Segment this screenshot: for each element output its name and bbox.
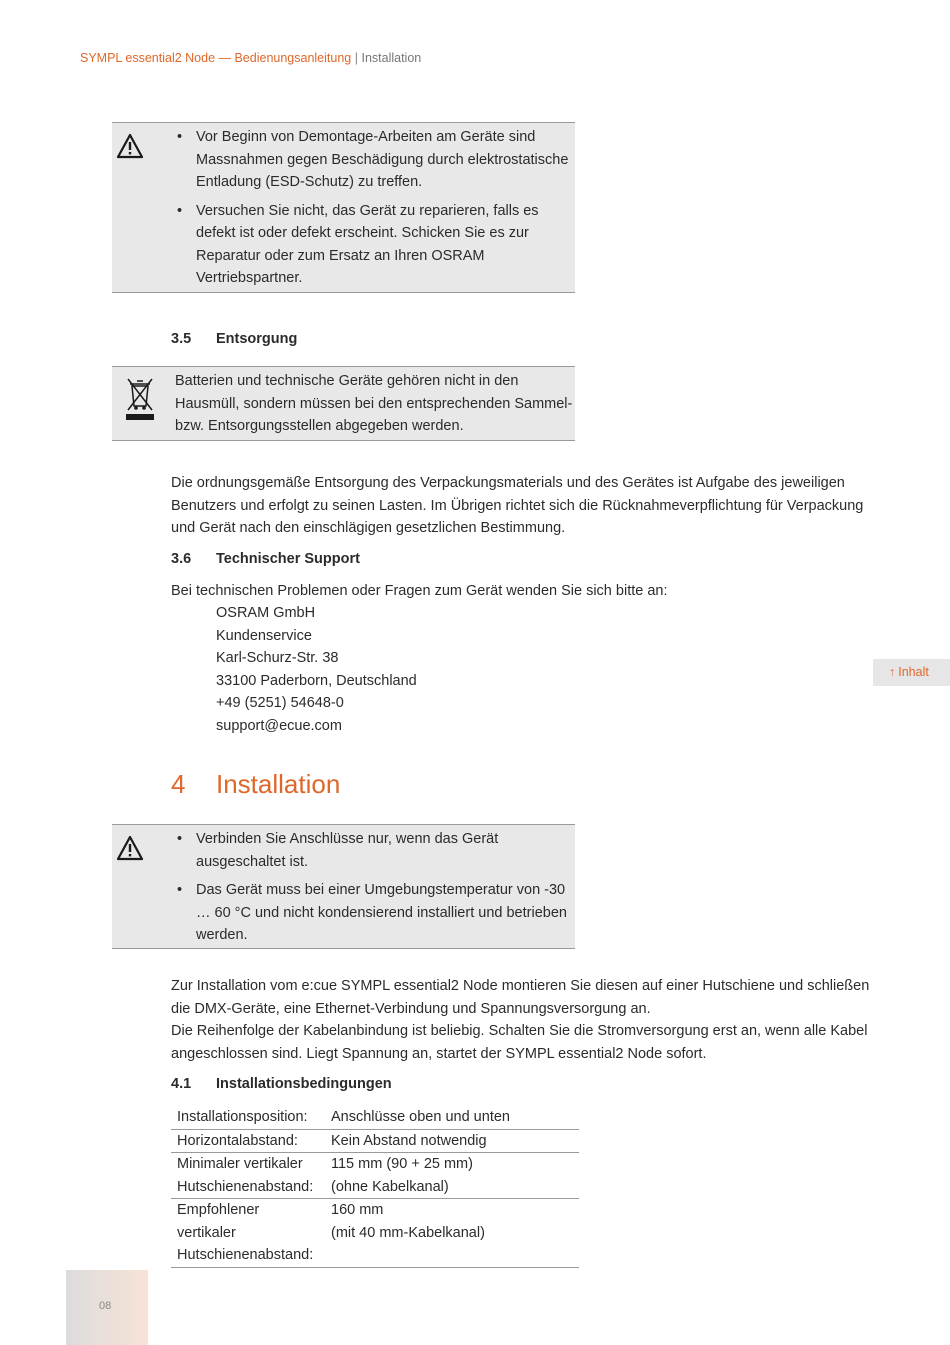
section-heading-3-6 (171, 551, 360, 567)
warning-list (174, 126, 569, 296)
warning-triangle-icon (116, 133, 144, 163)
table-value: Anschlüsse oben und unten (331, 1109, 510, 1125)
table-value: 160 mm (mit 40 mm-Kabelkanal) (331, 1202, 485, 1241)
text-line: • Versuchen Sie nicht, das Gerät zu reparieren, falls es (196, 202, 539, 219)
tab-label: Inhalt (898, 665, 929, 679)
table-key: Empfohlener vertikaler Hutschienenabstand: (177, 1202, 314, 1263)
text-line: • Das Gerät muss bei einer Umgebungstemperatur von -30 (196, 882, 566, 898)
table-row (171, 1153, 579, 1199)
document-title: SYMPL essential2 Node — Bedienungsanleitung (80, 51, 352, 65)
text-line: Hausmüll, sondern müssen bei den entsprechenden Sammel- (175, 395, 573, 412)
list-item (174, 126, 569, 194)
warning-note-esd (112, 122, 575, 293)
disposal-note (112, 366, 575, 441)
address-company: OSRAM GmbH (216, 605, 316, 621)
text-line: Vertriebspartner. (196, 270, 303, 286)
text-line: defekt ist oder defekt erscheint. Schicken Sie es zur (196, 225, 529, 241)
running-header (80, 51, 421, 65)
text-line: • Vor Beginn von Demontage-Arbeiten am Geräte sind (196, 129, 536, 145)
text-line: ausgeschaltet ist. (196, 853, 309, 870)
text-line: bzw. Entsorgungsstellen abgegeben werden. (175, 418, 464, 434)
disposal-paragraph (171, 472, 863, 540)
installation-paragraph (171, 975, 869, 1065)
support-address (216, 602, 417, 737)
warning-list (174, 828, 569, 953)
text-line: Batterien und technische Geräte gehören nicht in den (175, 373, 519, 389)
weee-crossed-bin-icon (124, 376, 156, 426)
section-title: Installationsbedingungen (216, 1076, 392, 1092)
support-intro: Bei technischen Problemen oder Fragen zum Gerät wenden Sie sich bitte an: (171, 583, 668, 599)
support-email-link[interactable]: support@ecue.com (216, 717, 342, 734)
table-key: Horizontalabstand: (177, 1132, 298, 1149)
table-value: 115 mm (90 + 25 mm) (ohne Kabelkanal) (331, 1156, 473, 1195)
text-line: … 60 °C und nicht kondensierend installiert und betrieben (196, 904, 567, 921)
disposal-note-text (175, 370, 572, 438)
list-item (174, 828, 569, 873)
section-title: Entsorgung (216, 331, 298, 347)
chapter-number: 4 (171, 769, 186, 799)
text-line: Die Reihenfolge der Kabelanbindung ist beliebig. Schalten Sie die Stromversorgung erst an, wenn alle Kabel (171, 1023, 868, 1039)
text-line: Entladung (ESD-Schutz) zu treffen. (196, 174, 423, 190)
section-number: 3.6 (171, 551, 192, 567)
page-number-box (66, 1270, 148, 1345)
section-title: Technischer Support (216, 551, 360, 567)
text-line: Zur Installation vom e:cue SYMPL essential2 Node montieren Sie diesen auf einer Hutschiene und schließen (171, 978, 870, 994)
text-line: Die ordnungsgemäße Entsorgung des Verpackungsmaterials und des Gerätes ist Aufgabe des jeweiligen (171, 475, 845, 491)
table-row (171, 1199, 579, 1268)
list-item (174, 200, 569, 290)
arrow-up-icon: ↑ (889, 665, 896, 679)
support-phone: +49 (5251) 54648-0 (216, 695, 344, 711)
table-value: Kein Abstand notwendig (331, 1132, 487, 1149)
list-item (174, 879, 569, 947)
address-city: 33100 Paderborn, Deutschland (216, 672, 417, 689)
page-number: 08 (99, 1300, 112, 1312)
chapter-heading-4 (171, 769, 340, 800)
text-line: werden. (196, 927, 248, 943)
table-row (171, 1129, 579, 1153)
table-key: Installationsposition: (177, 1109, 308, 1125)
table-key: Minimaler vertikaler Hutschienenabstand: (177, 1156, 314, 1195)
section-number: 4.1 (171, 1076, 192, 1092)
section-heading-3-5 (171, 331, 297, 347)
installation-conditions-table (171, 1106, 579, 1268)
text-line: Massnahmen gegen Beschädigung durch elektrostatische (196, 151, 569, 168)
warning-note-installation (112, 824, 575, 949)
section-number: 3.5 (171, 331, 192, 347)
address-department: Kundenservice (216, 627, 312, 644)
header-separator: | (354, 51, 358, 65)
text-line: angeschlossen sind. Liegt Spannung an, startet der SYMPL essential2 Node sofort. (171, 1045, 707, 1062)
table-row (171, 1106, 579, 1129)
address-street: Karl-Schurz-Str. 38 (216, 650, 339, 666)
text-line: die DMX-Geräte, eine Ethernet-Verbindung und Spannungsversorgung an. (171, 1000, 651, 1017)
section-heading-4-1 (171, 1076, 392, 1092)
header-section: Installation (361, 51, 422, 65)
text-line: • Verbinden Sie Anschlüsse nur, wenn das Gerät (196, 831, 499, 847)
text-line: und Gerät nach den einschlägigen gesetzlichen Bestimmung. (171, 520, 566, 536)
text-line: Benutzers und erfolgt zu seinen Lasten. Im Übrigen richtet sich die Rücknahmeverpflichtung für Verpackung (171, 497, 864, 514)
warning-triangle-icon (116, 835, 144, 865)
table-of-contents-tab[interactable] (873, 659, 950, 686)
text-line: Reparatur oder zum Ersatz an Ihren OSRAM (196, 247, 485, 264)
chapter-title: Installation (216, 769, 341, 799)
